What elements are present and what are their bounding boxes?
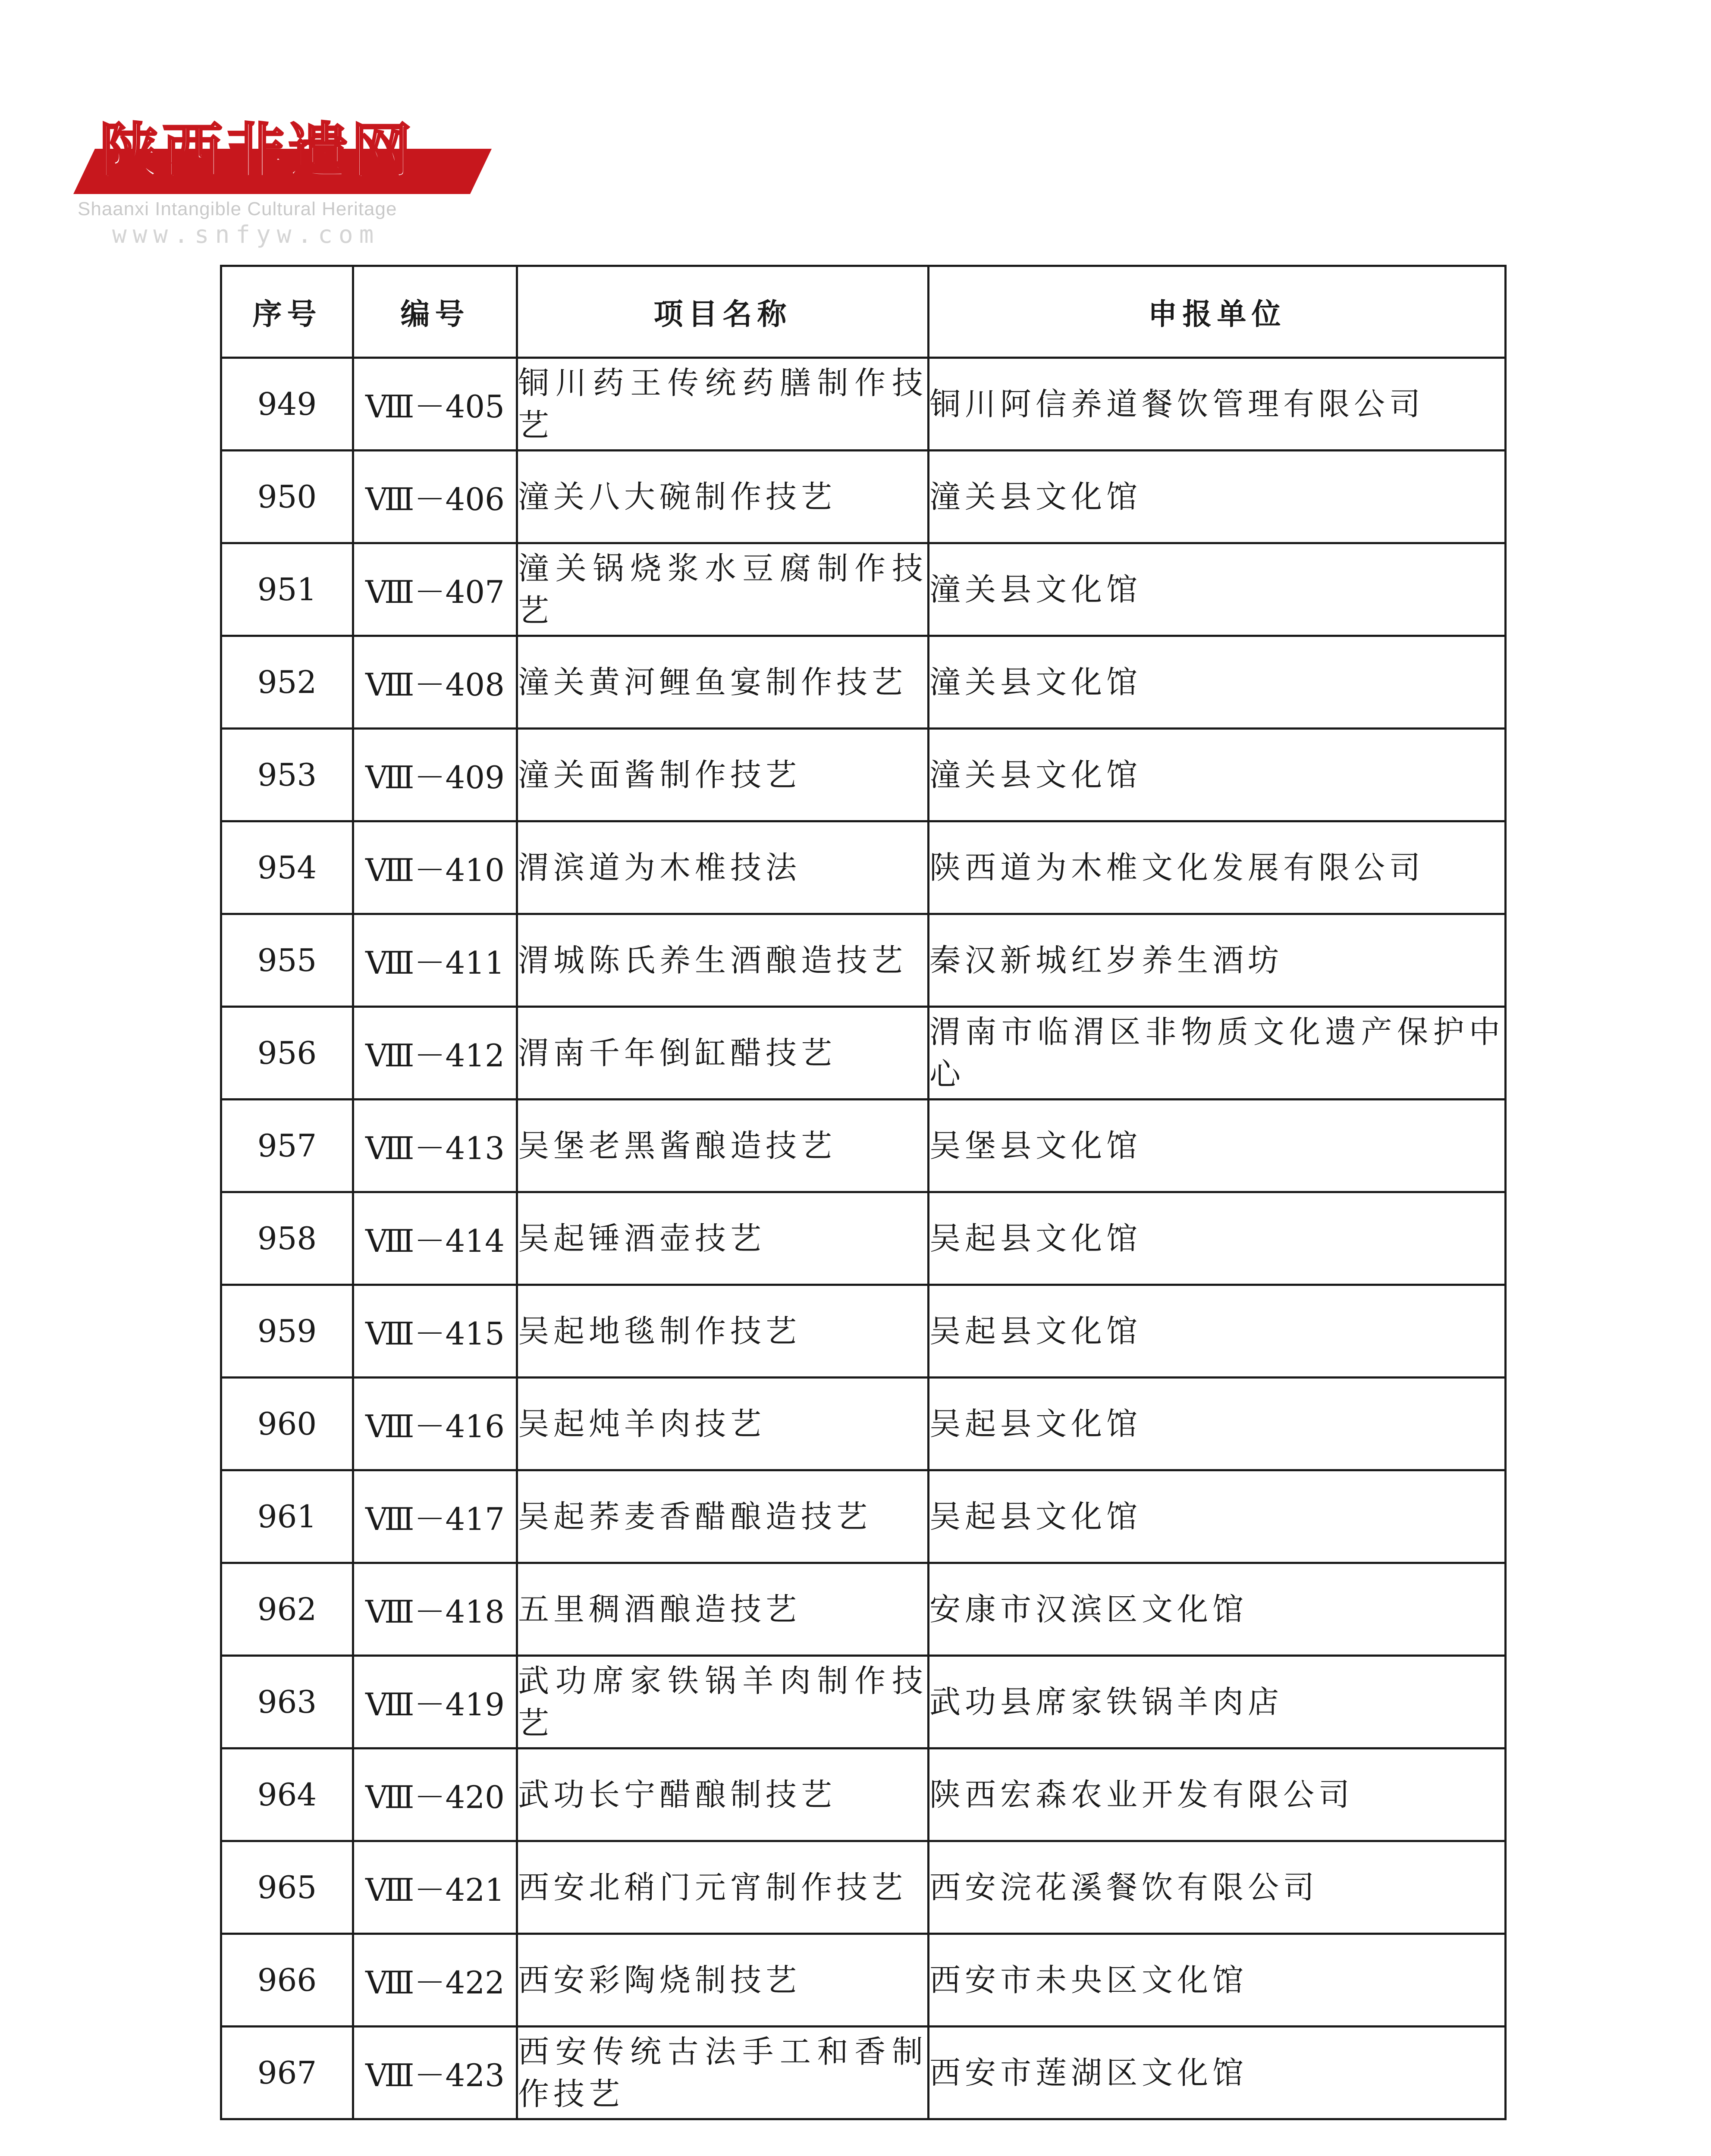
cell-code: Ⅷ－410 (353, 821, 517, 914)
cell-project-name: 渭滨道为木椎技法 (517, 821, 929, 914)
cell-project-name: 吴起炖羊肉技艺 (517, 1378, 929, 1470)
cell-project-name: 吴起地毯制作技艺 (517, 1285, 929, 1378)
cell-project-name: 潼关黄河鲤鱼宴制作技艺 (517, 636, 929, 729)
cell-code: Ⅷ－422 (353, 1934, 517, 2027)
cell-unit: 潼关县文化馆 (929, 543, 1506, 636)
cell-unit: 西安浣花溪餐饮有限公司 (929, 1841, 1506, 1934)
cell-code: Ⅷ－416 (353, 1378, 517, 1470)
header-unit: 申报单位 (929, 266, 1506, 358)
cell-unit: 西安市莲湖区文化馆 (929, 2027, 1506, 2119)
table-row (221, 821, 1506, 914)
table-row (221, 729, 1506, 821)
cell-seq: 957 (221, 1100, 353, 1192)
logo-url: www.snfyw.com (112, 221, 380, 249)
cell-code: Ⅷ－411 (353, 914, 517, 1007)
cell-seq: 965 (221, 1841, 353, 1934)
cell-seq: 954 (221, 821, 353, 914)
cell-code: Ⅷ－405 (353, 358, 517, 451)
cell-project-name: 铜川药王传统药膳制作技艺 (517, 358, 929, 451)
cell-unit: 吴起县文化馆 (929, 1192, 1506, 1285)
table-header-row (221, 266, 1506, 358)
table-row (221, 451, 1506, 543)
cell-seq: 966 (221, 1934, 353, 2027)
table-row (221, 1192, 1506, 1285)
cell-project-name: 武功长宁醋酿制技艺 (517, 1749, 929, 1841)
table-row (221, 914, 1506, 1007)
cell-code: Ⅷ－415 (353, 1285, 517, 1378)
cell-unit: 吴起县文化馆 (929, 1378, 1506, 1470)
table-row (221, 1841, 1506, 1934)
cell-seq: 955 (221, 914, 353, 1007)
logo-text: 陕西非遗网 (99, 117, 414, 187)
header-code: 编号 (353, 266, 517, 358)
cell-code: Ⅷ－407 (353, 543, 517, 636)
cell-unit: 陕西宏森农业开发有限公司 (929, 1749, 1506, 1841)
cell-seq: 963 (221, 1656, 353, 1749)
cell-seq: 962 (221, 1563, 353, 1656)
cell-code: Ⅷ－406 (353, 451, 517, 543)
logo-subtitle: Shaanxi Intangible Cultural Heritage (78, 198, 397, 219)
cell-seq: 958 (221, 1192, 353, 1285)
cell-project-name: 五里稠酒酿造技艺 (517, 1563, 929, 1656)
cell-code: Ⅷ－423 (353, 2027, 517, 2119)
table-row (221, 1470, 1506, 1563)
cell-project-name: 吴堡老黑酱酿造技艺 (517, 1100, 929, 1192)
header-project-name: 项目名称 (517, 266, 929, 358)
cell-project-name: 武功席家铁锅羊肉制作技艺 (517, 1656, 929, 1749)
cell-seq: 960 (221, 1378, 353, 1470)
cell-unit: 潼关县文化馆 (929, 729, 1506, 821)
cell-unit: 安康市汉滨区文化馆 (929, 1563, 1506, 1656)
cell-code: Ⅷ－409 (353, 729, 517, 821)
cell-unit: 吴起县文化馆 (929, 1470, 1506, 1563)
cell-unit: 潼关县文化馆 (929, 451, 1506, 543)
cell-seq: 949 (221, 358, 353, 451)
cell-project-name: 吴起锤酒壶技艺 (517, 1192, 929, 1285)
cell-seq: 967 (221, 2027, 353, 2119)
table-row (221, 1934, 1506, 2027)
site-logo (69, 108, 500, 250)
cell-seq: 953 (221, 729, 353, 821)
cell-code: Ⅷ－412 (353, 1007, 517, 1100)
cell-seq: 952 (221, 636, 353, 729)
header-seq: 序号 (221, 266, 353, 358)
cell-seq: 964 (221, 1749, 353, 1841)
table-row (221, 1656, 1506, 1749)
cell-unit: 陕西道为木椎文化发展有限公司 (929, 821, 1506, 914)
cell-project-name: 吴起荞麦香醋酿造技艺 (517, 1470, 929, 1563)
cell-code: Ⅷ－413 (353, 1100, 517, 1192)
table-row (221, 1285, 1506, 1378)
cell-unit: 武功县席家铁锅羊肉店 (929, 1656, 1506, 1749)
cell-code: Ⅷ－414 (353, 1192, 517, 1285)
table-row (221, 1749, 1506, 1841)
heritage-table (220, 265, 1507, 2120)
cell-seq: 961 (221, 1470, 353, 1563)
cell-project-name: 渭南千年倒缸醋技艺 (517, 1007, 929, 1100)
cell-unit: 潼关县文化馆 (929, 636, 1506, 729)
cell-seq: 950 (221, 451, 353, 543)
cell-project-name: 潼关锅烧浆水豆腐制作技艺 (517, 543, 929, 636)
cell-unit: 吴堡县文化馆 (929, 1100, 1506, 1192)
cell-seq: 959 (221, 1285, 353, 1378)
cell-project-name: 西安传统古法手工和香制作技艺 (517, 2027, 929, 2119)
table-row (221, 1007, 1506, 1100)
cell-code: Ⅷ－418 (353, 1563, 517, 1656)
cell-project-name: 西安彩陶烧制技艺 (517, 1934, 929, 2027)
table-row (221, 543, 1506, 636)
cell-project-name: 潼关八大碗制作技艺 (517, 451, 929, 543)
cell-unit: 西安市未央区文化馆 (929, 1934, 1506, 2027)
cell-code: Ⅷ－417 (353, 1470, 517, 1563)
table-row (221, 1563, 1506, 1656)
table-row (221, 358, 1506, 451)
table-row (221, 1378, 1506, 1470)
cell-unit: 秦汉新城红岁养生酒坊 (929, 914, 1506, 1007)
cell-unit: 吴起县文化馆 (929, 1285, 1506, 1378)
cell-code: Ⅷ－408 (353, 636, 517, 729)
cell-seq: 956 (221, 1007, 353, 1100)
cell-code: Ⅷ－421 (353, 1841, 517, 1934)
cell-code: Ⅷ－419 (353, 1656, 517, 1749)
cell-project-name: 渭城陈氏养生酒酿造技艺 (517, 914, 929, 1007)
cell-code: Ⅷ－420 (353, 1749, 517, 1841)
logo-banner (69, 108, 500, 198)
table-row (221, 636, 1506, 729)
cell-project-name: 西安北稍门元宵制作技艺 (517, 1841, 929, 1934)
cell-seq: 951 (221, 543, 353, 636)
cell-unit: 渭南市临渭区非物质文化遗产保护中心 (929, 1007, 1506, 1100)
cell-project-name: 潼关面酱制作技艺 (517, 729, 929, 821)
cell-unit: 铜川阿信养道餐饮管理有限公司 (929, 358, 1506, 451)
table-row (221, 2027, 1506, 2119)
table-row (221, 1100, 1506, 1192)
